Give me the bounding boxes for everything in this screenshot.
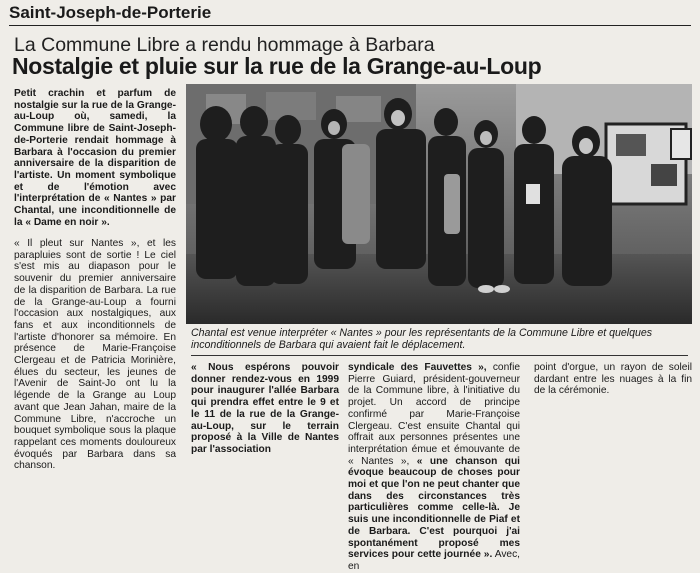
article-body-column-1: « Il pleut sur Nantes », et les parapluies sont de sortie ! Le ciel s'est mis au diapason pour le souvenir du premier anniversaire de la disparition de Barbara. La rue de la Grange-au-Loup a fourni l'occasion aux nostalgiques, aux fans et aux inconditionnels de l'artiste d'honorer sa mémoire. En présence de Marie-Françoise Clergeau et de Patricia Morinière, élues du secteur, les jeunes de l'Avenir de Saint-Jo ont lu la légende de la Grange au Loup avant que Jean Jahan, maire de la Commune Libre, n'accroche un bouquet symbolique sous la plaque rappelant ces moments douloureux évoqués par Barbara dans sa chanson.	[14, 238, 176, 472]
article-body-column-3	[348, 362, 520, 573]
column-3-tail: Avec, en	[348, 549, 520, 572]
caption-divider	[191, 355, 688, 356]
article-body-column-4: point d'orgue, un rayon de soleil dardant entre les nuages à la fin de la cérémonie.	[534, 362, 692, 397]
article-photo	[186, 84, 692, 324]
column-3-quote-chantal: « une chanson qui évoque beaucoup de choses pour moi et que l'on ne peut chanter que dans des circonstances très particulières comme celle-là. Je suis une inconditionnelle de Piaf et de Barbara. C'est pourquoi j'ai spontanément proposé mes services pour cette journée ».	[348, 455, 520, 561]
section-kicker: Saint-Joseph-de-Porterie	[9, 3, 691, 26]
photo-caption: Chantal est venue interpréter « Nantes » pour les représentants de la Commune Libre et quelques inconditionnels de Barbara qui avaient fait le déplacement.	[191, 327, 653, 352]
article-headline: Nostalgie et pluie sur la rue de la Grange-au-Loup	[12, 53, 542, 79]
article-body-column-2: « Nous espérons pouvoir donner rendez-vous en 1999 pour inaugurer l'allée Barbara qui prendra effet entre le 9 et le 11 de la rue de la Grange-au-Loup, sur le terrain proposé à la Ville de Nantes par l'association	[191, 362, 339, 455]
article-subheadline: La Commune Libre a rendu hommage à Barbara	[14, 34, 435, 56]
column-3-text: confie Pierre Guiard, président-gouverneur de la Commune libre, à l'initiative du projet. Un accord de principe confirmé par Marie-Françoise Clergeau. C'est ensuite Chantal qui offrait aux personnes présentes une interprétation émue et émouvante de « Nantes »,	[348, 362, 520, 467]
article-lede: Petit crachin et parfum de nostalgie sur la rue de la Grange-au-Loup où, samedi, la Commune libre de Saint-Joseph-de-Porterie rendait hommage à Barbara à l'occasion du premier anniversaire de la disparition de l'artiste. Un moment symbolique et de l'émotion avec l'interprétation de « Nantes » par Chantal, une inconditionnelle de la « Dame en noir ».	[14, 88, 176, 228]
column-3-quote-end: syndicale des Fauvettes »,	[348, 362, 487, 373]
